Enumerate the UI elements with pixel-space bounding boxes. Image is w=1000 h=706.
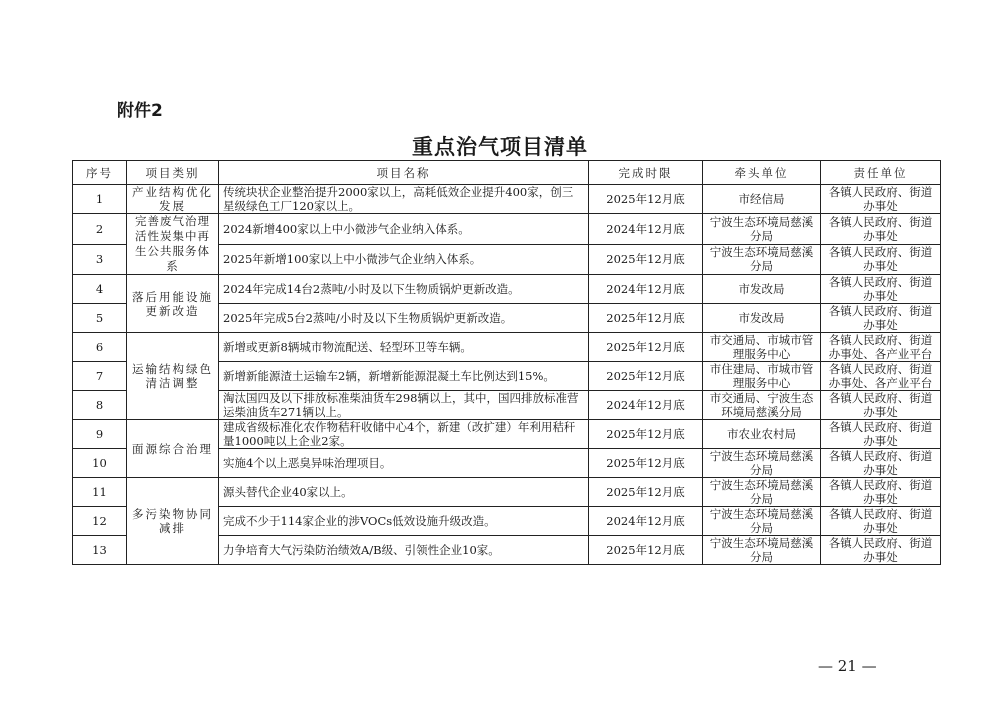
row-category: 产业结构优化发展 bbox=[127, 185, 219, 214]
row-deadline: 2024年12月底 bbox=[589, 214, 703, 245]
row-name: 2025年完成5台2蒸吨/小时及以下生物质锅炉更新改造。 bbox=[219, 304, 589, 333]
row-lead: 市经信局 bbox=[703, 185, 821, 214]
row-no: 7 bbox=[73, 362, 127, 391]
row-no: 3 bbox=[73, 244, 127, 275]
row-responsible: 各镇人民政府、街道办事处、各产业平台 bbox=[821, 333, 941, 362]
table-row bbox=[73, 333, 941, 362]
row-name: 2025年新增100家以上中小微涉气企业纳入体系。 bbox=[219, 244, 589, 275]
table-row bbox=[73, 214, 941, 245]
row-deadline: 2024年12月底 bbox=[589, 507, 703, 536]
row-deadline: 2025年12月底 bbox=[589, 536, 703, 565]
row-lead: 宁波生态环境局慈溪分局 bbox=[703, 478, 821, 507]
header-lead: 牵头单位 bbox=[703, 161, 821, 185]
row-lead: 市交通局、市城市管理服务中心 bbox=[703, 333, 821, 362]
header-name: 项目名称 bbox=[219, 161, 589, 185]
row-responsible: 各镇人民政府、街道办事处 bbox=[821, 185, 941, 214]
row-deadline: 2025年12月底 bbox=[589, 244, 703, 275]
row-no: 1 bbox=[73, 185, 127, 214]
row-deadline: 2025年12月底 bbox=[589, 478, 703, 507]
row-responsible: 各镇人民政府、街道办事处 bbox=[821, 214, 941, 245]
row-category: 落后用能设施更新改造 bbox=[127, 275, 219, 333]
page-number: — 21 — bbox=[818, 657, 877, 675]
row-deadline: 2025年12月底 bbox=[589, 333, 703, 362]
row-deadline: 2025年12月底 bbox=[589, 185, 703, 214]
row-lead: 市农业农村局 bbox=[703, 420, 821, 449]
header-category: 项目类别 bbox=[127, 161, 219, 185]
row-no: 9 bbox=[73, 420, 127, 449]
table-row bbox=[73, 275, 941, 304]
header-no: 序号 bbox=[73, 161, 127, 185]
row-lead: 市发改局 bbox=[703, 275, 821, 304]
row-responsible: 各镇人民政府、街道办事处、各产业平台 bbox=[821, 362, 941, 391]
row-lead: 市发改局 bbox=[703, 304, 821, 333]
row-no: 8 bbox=[73, 391, 127, 420]
row-deadline: 2025年12月底 bbox=[589, 304, 703, 333]
row-lead: 宁波生态环境局慈溪分局 bbox=[703, 214, 821, 245]
row-no: 13 bbox=[73, 536, 127, 565]
row-responsible: 各镇人民政府、街道办事处 bbox=[821, 275, 941, 304]
row-name: 新增新能源渣土运输车2辆，新增新能源混凝土车比例达到15%。 bbox=[219, 362, 589, 391]
row-name: 新增或更新8辆城市物流配送、轻型环卫等车辆。 bbox=[219, 333, 589, 362]
table-header-row bbox=[73, 161, 941, 185]
row-name: 2024新增400家以上中小微涉气企业纳入体系。 bbox=[219, 214, 589, 245]
row-responsible: 各镇人民政府、街道办事处 bbox=[821, 244, 941, 275]
row-name: 传统块状企业整治提升2000家以上，高耗低效企业提升400家，创三星级绿色工厂120家以上。 bbox=[219, 185, 589, 214]
row-deadline: 2025年12月底 bbox=[589, 449, 703, 478]
row-category: 多污染物协同减排 bbox=[127, 478, 219, 565]
row-lead: 宁波生态环境局慈溪分局 bbox=[703, 244, 821, 275]
row-name: 淘汰国四及以下排放标准柴油货车298辆以上，其中，国四排放标准营运柴油货车271辆以上。 bbox=[219, 391, 589, 420]
row-category: 运输结构绿色清洁调整 bbox=[127, 333, 219, 420]
row-lead: 市住建局、市城市管理服务中心 bbox=[703, 362, 821, 391]
row-name: 力争培育大气污染防治绩效A/B级、引领性企业10家。 bbox=[219, 536, 589, 565]
header-deadline: 完成时限 bbox=[589, 161, 703, 185]
row-no: 10 bbox=[73, 449, 127, 478]
row-name: 源头替代企业40家以上。 bbox=[219, 478, 589, 507]
attachment-label: 附件2 bbox=[117, 101, 163, 121]
row-responsible: 各镇人民政府、街道办事处 bbox=[821, 478, 941, 507]
row-lead: 宁波生态环境局慈溪分局 bbox=[703, 536, 821, 565]
row-deadline: 2024年12月底 bbox=[589, 275, 703, 304]
row-category: 面源综合治理 bbox=[127, 420, 219, 478]
row-no: 2 bbox=[73, 214, 127, 245]
row-no: 5 bbox=[73, 304, 127, 333]
row-deadline: 2025年12月底 bbox=[589, 420, 703, 449]
row-responsible: 各镇人民政府、街道办事处 bbox=[821, 536, 941, 565]
row-no: 11 bbox=[73, 478, 127, 507]
row-name: 2024年完成14台2蒸吨/小时及以下生物质锅炉更新改造。 bbox=[219, 275, 589, 304]
row-name: 完成不少于114家企业的涉VOCs低效设施升级改造。 bbox=[219, 507, 589, 536]
header-responsible: 责任单位 bbox=[821, 161, 941, 185]
row-name: 建成省级标准化农作物秸秆收储中心4个，新建（改扩建）年利用秸秆量1000吨以上企业2家。 bbox=[219, 420, 589, 449]
row-no: 4 bbox=[73, 275, 127, 304]
row-responsible: 各镇人民政府、街道办事处 bbox=[821, 420, 941, 449]
row-name: 实施4个以上恶臭异味治理项目。 bbox=[219, 449, 589, 478]
table-row bbox=[73, 185, 941, 214]
row-deadline: 2024年12月底 bbox=[589, 391, 703, 420]
table-row bbox=[73, 478, 941, 507]
row-lead: 宁波生态环境局慈溪分局 bbox=[703, 449, 821, 478]
row-lead: 宁波生态环境局慈溪分局 bbox=[703, 507, 821, 536]
row-no: 6 bbox=[73, 333, 127, 362]
row-responsible: 各镇人民政府、街道办事处 bbox=[821, 304, 941, 333]
row-no: 12 bbox=[73, 507, 127, 536]
table-row bbox=[73, 420, 941, 449]
row-responsible: 各镇人民政府、街道办事处 bbox=[821, 449, 941, 478]
row-category: 完善废气治理活性炭集中再生公共服务体系 bbox=[127, 214, 219, 275]
document-title: 重点治气项目清单 bbox=[412, 135, 588, 159]
project-table bbox=[72, 160, 941, 565]
row-responsible: 各镇人民政府、街道办事处 bbox=[821, 507, 941, 536]
row-responsible: 各镇人民政府、街道办事处 bbox=[821, 391, 941, 420]
row-deadline: 2025年12月底 bbox=[589, 362, 703, 391]
row-lead: 市交通局、宁波生态环境局慈溪分局 bbox=[703, 391, 821, 420]
